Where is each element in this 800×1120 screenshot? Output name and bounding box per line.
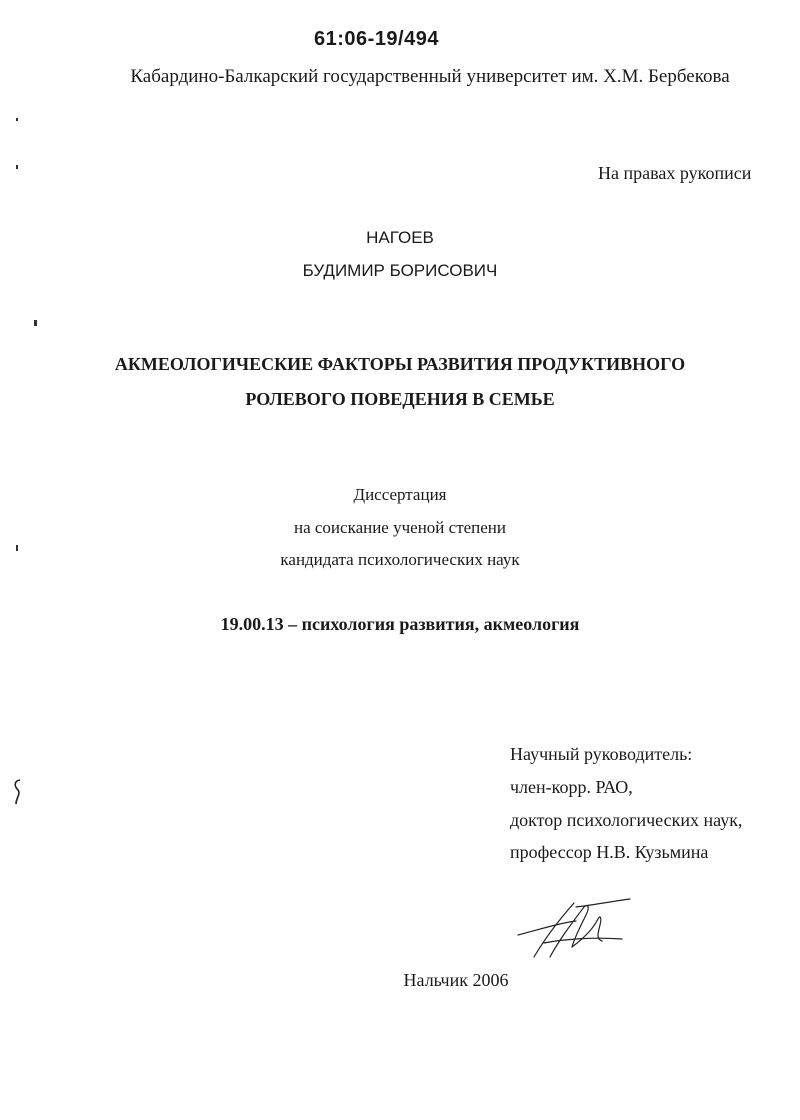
advisor-title-1: член-корр. РАО, — [510, 777, 633, 797]
place-and-year: Нальчик 2006 — [403, 970, 509, 990]
degree-line-1: на соискание ученой степени — [293, 518, 507, 537]
scan-speck — [16, 118, 18, 121]
degree-line-2: кандидата психологических наук — [280, 550, 520, 569]
dissertation-title-line-2: РОЛЕВОГО ПОВЕДЕНИЯ В СЕМЬЕ — [245, 389, 555, 409]
scan-speck — [16, 165, 18, 169]
signature-mark — [514, 895, 634, 965]
author-surname: НАГОЕВ — [366, 228, 434, 247]
scan-speck — [16, 545, 18, 551]
scan-speck — [34, 320, 37, 326]
library-code: 61:06-19/494 — [314, 28, 439, 50]
dissertation-title-line-1: АКМЕОЛОГИЧЕСКИЕ ФАКТОРЫ РАЗВИТИЯ ПРОДУКТИВНОГО — [114, 354, 686, 374]
advisor-name: профессор Н.В. Кузьмина — [510, 842, 709, 862]
work-type: Диссертация — [353, 485, 447, 504]
author-name: БУДИМИР БОРИСОВИЧ — [302, 261, 498, 280]
advisor-title-2: доктор психологических наук, — [510, 810, 743, 830]
university-name: Кабардино-Балкарский государственный университет им. Х.М. Бербекова — [130, 66, 730, 87]
specialty-code: 19.00.13 – психология развития, акмеология — [220, 614, 580, 634]
scan-speck — [10, 778, 24, 808]
manuscript-note: На правах рукописи — [598, 163, 752, 183]
advisor-label: Научный руководитель: — [510, 744, 693, 764]
